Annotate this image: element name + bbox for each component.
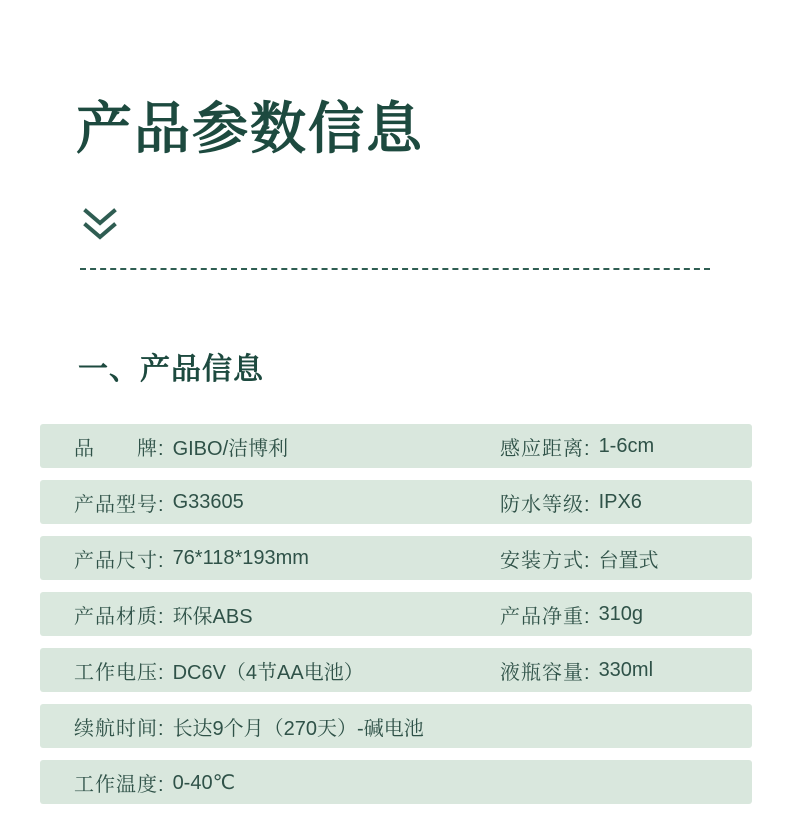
spec-label: 产品尺寸: [74, 549, 165, 572]
table-row [40, 648, 752, 692]
table-row [40, 536, 752, 580]
section-title: 一、产品信息 [78, 353, 264, 386]
spec-label: 液瓶容量: [500, 661, 591, 684]
spec-cell-left [40, 480, 500, 524]
spec-cell-right [500, 536, 752, 580]
spec-cell-left [40, 648, 500, 692]
spec-value: 76*118*193mm [172, 546, 309, 569]
spec-value: GIBO/洁博利 [172, 437, 289, 460]
divider [80, 268, 710, 270]
spec-cell-left [40, 424, 500, 468]
spec-table [40, 424, 752, 816]
page-title: 产品参数信息 [76, 97, 424, 160]
spec-value: 0-40℃ [172, 771, 236, 794]
spec-cell-right [500, 592, 752, 636]
spec-value: 1-6cm [598, 434, 655, 457]
spec-value: 长达9个月（270天）-碱电池 [172, 717, 424, 740]
spec-value: G33605 [172, 490, 244, 513]
spec-label: 工作电压: [74, 661, 165, 684]
spec-cell-right [500, 648, 752, 692]
spec-label: 工作温度: [74, 773, 165, 796]
spec-label: 感应距离: [500, 437, 591, 460]
spec-label: 产品材质: [74, 605, 165, 628]
spec-cell-right [500, 480, 752, 524]
spec-label: 防水等级: [500, 493, 591, 516]
spec-value: 环保ABS [172, 605, 253, 628]
spec-label: 产品型号: [74, 493, 165, 516]
spec-value: DC6V（4节AA电池） [172, 661, 364, 684]
spec-value: 330ml [598, 658, 654, 681]
table-row [40, 592, 752, 636]
spec-cell-left [40, 592, 500, 636]
spec-cell-full [40, 760, 752, 804]
spec-label: 产品净重: [500, 605, 591, 628]
spec-label: 品 牌: [74, 437, 165, 460]
table-row [40, 704, 752, 748]
spec-cell-full [40, 704, 752, 748]
double-chevron-down-icon [80, 205, 120, 245]
spec-value: IPX6 [598, 490, 642, 513]
table-row [40, 480, 752, 524]
table-row [40, 424, 752, 468]
spec-value: 310g [598, 602, 644, 625]
spec-value: 台置式 [598, 549, 659, 572]
spec-cell-right [500, 424, 752, 468]
spec-cell-left [40, 536, 500, 580]
table-row [40, 760, 752, 804]
spec-label: 安装方式: [500, 549, 591, 572]
spec-label: 续航时间: [74, 717, 165, 740]
